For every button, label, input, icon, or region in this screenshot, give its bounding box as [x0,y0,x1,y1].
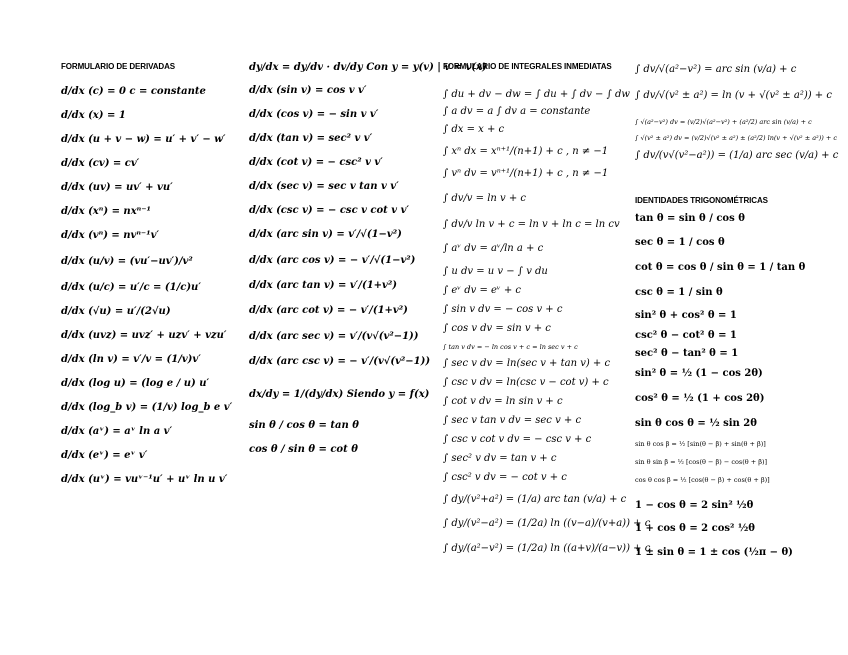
integral-20: ∫ csc² v dv = − cot v + c [443,472,567,483]
derivative-5: d/dx (uv) = uv′ + vu′ [61,182,173,193]
trig-identity-8: sin² θ = ½ (1 − cos 2θ) [635,368,763,379]
derivative-11: d/dx (uvz) = uvz′ + uzv′ + vzu′ [61,330,227,341]
integral-23: ∫ dy/(a²−v²) = (1/2a) ln ((a+v)/(a−v)) + c [443,543,651,554]
derivative-8: d/dx (arc sin v) = v′/√(1−v²) [249,229,402,240]
derivative-17: d/dx (uᵛ) = vuᵛ⁻¹u′ + uᵛ ln u v′ [61,474,228,485]
integral-7: ∫ dv/v ln v + c = ln v + ln c = ln cv [443,219,620,230]
integral-15: ∫ csc v dv = ln(csc v − cot v) + c [443,377,609,388]
integral-2: ∫ dv/√(v² ± a²) = ln (v + √(v² ± a²)) + c [635,90,832,101]
integral-21: ∫ dy/(v²+a²) = (1/a) arc tan (v/a) + c [443,494,627,505]
integral-5: ∫ dv/(v√(v²−a²)) = (1/a) arc sec (v/a) + c [635,150,839,161]
trig-identity-2: sec θ = 1 / cos θ [635,237,725,248]
trig-identity-3: cot θ = cos θ / sin θ = 1 / tan θ [635,262,806,273]
integrals-title: FORMULARIO DE INTEGRALES INMEDIATAS [443,62,612,71]
derivative-14: dx/dy = 1/(dy/dx) Siendo y = f(x) [249,389,430,400]
derivative-12: d/dx (ln v) = v′/v = (1/v)v′ [61,354,201,365]
derivative-2: d/dx (x) = 1 [61,110,126,121]
integral-6: ∫ dv/v = ln v + c [443,193,526,204]
derivative-3: d/dx (cos v) = − sin v v′ [249,109,379,120]
trig-identity-7: sec² θ − tan² θ = 1 [635,348,739,359]
integral-8: ∫ aᵛ dv = aᵛ/ln a + c [443,243,544,254]
derivative-9: d/dx (u/c) = u′/c = (1/c)u′ [61,282,201,293]
derivative-16: d/dx (eᵛ) = eᵛ v′ [61,450,148,461]
integral-4: ∫ xⁿ dx = xⁿ⁺¹/(n+1) + c , n ≠ −1 [443,146,609,157]
integral-19: ∫ sec² v dv = tan v + c [443,453,557,464]
derivatives-title: FORMULARIO DE DERIVADAS [61,62,175,71]
integral-11: ∫ sin v dv = − cos v + c [443,304,563,315]
integral-5: ∫ vⁿ dv = vⁿ⁺¹/(n+1) + c , n ≠ −1 [443,168,609,179]
derivative-4: d/dx (tan v) = sec² v v′ [249,133,373,144]
trig-identity-6: csc² θ − cot² θ = 1 [635,330,737,341]
derivative-8: d/dx (u/v) = (vu′−uv′)/v² [61,256,193,267]
derivative-9: d/dx (arc cos v) = − v′/√(1−v²) [249,255,416,266]
derivative-1: dy/dx = dy/dv · dv/dy Con y = y(v) | v = v(x) [249,62,487,73]
derivative-10: d/dx (√u) = u′/(2√u) [61,306,171,317]
integral-1: ∫ dv/√(a²−v²) = arc sin (v/a) + c [635,64,797,75]
derivative-7: d/dx (vⁿ) = nvⁿ⁻¹v′ [61,230,160,241]
integral-22: ∫ dy/(v²−a²) = (1/2a) ln ((v−a)/(v+a)) + c [443,518,651,529]
derivative-11: d/dx (arc cot v) = − v′/(1+v²) [249,305,408,316]
derivative-15: sin θ / cos θ = tan θ [249,420,359,431]
integral-1: ∫ du + dv − dw = ∫ du + ∫ dv − ∫ dw [443,89,630,100]
trig-identity-16: 1 ± sin θ = 1 ± cos (½π − θ) [635,547,793,558]
derivative-15: d/dx (aᵛ) = aᵛ ln a v′ [61,426,173,437]
derivative-16: cos θ / sin θ = cot θ [249,444,358,455]
derivative-13: d/dx (arc csc v) = − v′/(v√(v²−1)) [249,356,431,367]
derivative-6: d/dx (sec v) = sec v tan v v′ [249,181,399,192]
trig-identity-10: sin θ cos θ = ½ sin 2θ [635,418,757,429]
integral-16: ∫ cot v dv = ln sin v + c [443,396,563,407]
derivative-1: d/dx (c) = 0 c = constante [61,86,206,97]
derivative-10: d/dx (arc tan v) = v′/(1+v²) [249,280,397,291]
derivative-14: d/dx (log_b v) = (1/v) log_b e v′ [61,402,233,413]
trig-identity-5: sin² θ + cos² θ = 1 [635,310,737,321]
trig-identity-12: sin θ sin β = ½ [cos(θ − β) − cos(θ + β)] [635,458,768,466]
trig-identity-4: csc θ = 1 / sin θ [635,287,723,298]
integral-10: ∫ eᵛ dv = eᵛ + c [443,285,521,296]
trig-identity-9: cos² θ = ½ (1 + cos 2θ) [635,393,765,404]
trig-identity-11: sin θ cos β = ½ [sin(θ − β) + sin(θ + β)] [635,440,766,448]
derivative-5: d/dx (cot v) = − csc² v v′ [249,157,383,168]
derivative-12: d/dx (arc sec v) = v′/(v√(v²−1)) [249,331,419,342]
trig-identity-13: cos θ cos β = ½ [cos(θ − β) + cos(θ + β)] [635,476,770,484]
integral-3: ∫ dx = x + c [443,124,505,135]
trig-identity-1: tan θ = sin θ / cos θ [635,213,745,224]
integral-17: ∫ sec v tan v dv = sec v + c [443,415,582,426]
derivative-13: d/dx (log u) = (log e / u) u′ [61,378,210,389]
integral-18: ∫ csc v cot v dv = − csc v + c [443,434,592,445]
derivative-6: d/dx (xⁿ) = nxⁿ⁻¹ [61,206,151,217]
integral-12: ∫ cos v dv = sin v + c [443,323,551,334]
integral-2: ∫ a dv = a ∫ dv a = constante [443,106,591,117]
derivative-7: d/dx (csc v) = − csc v cot v v′ [249,205,410,216]
trig-identity-14: 1 − cos θ = 2 sin² ½θ [635,500,754,511]
trig-identity-15: 1 + cos θ = 2 cos² ½θ [635,523,755,534]
integral-9: ∫ u dv = u v − ∫ v du [443,266,548,277]
integral-13: ∫ tan v dv = − ln cos v + c = ln sec v + c [443,343,578,351]
trig-title: IDENTIDADES TRIGONOMÉTRICAS [635,196,768,205]
derivative-4: d/dx (cv) = cv′ [61,158,140,169]
derivative-3: d/dx (u + v − w) = u′ + v′ − w′ [61,134,226,145]
integral-14: ∫ sec v dv = ln(sec v + tan v) + c [443,358,611,369]
derivative-2: d/dx (sin v) = cos v v′ [249,85,367,96]
integral-4: ∫ √(v² ± a²) dv = (v/2)√(v² ± a²) ± (a²/2) ln(v + √(v² ± a²)) + c [635,134,837,142]
integral-3: ∫ √(a²−v²) dv = (v/2)√(a²−v²) + (a²/2) arc sin (v/a) + c [635,118,812,126]
